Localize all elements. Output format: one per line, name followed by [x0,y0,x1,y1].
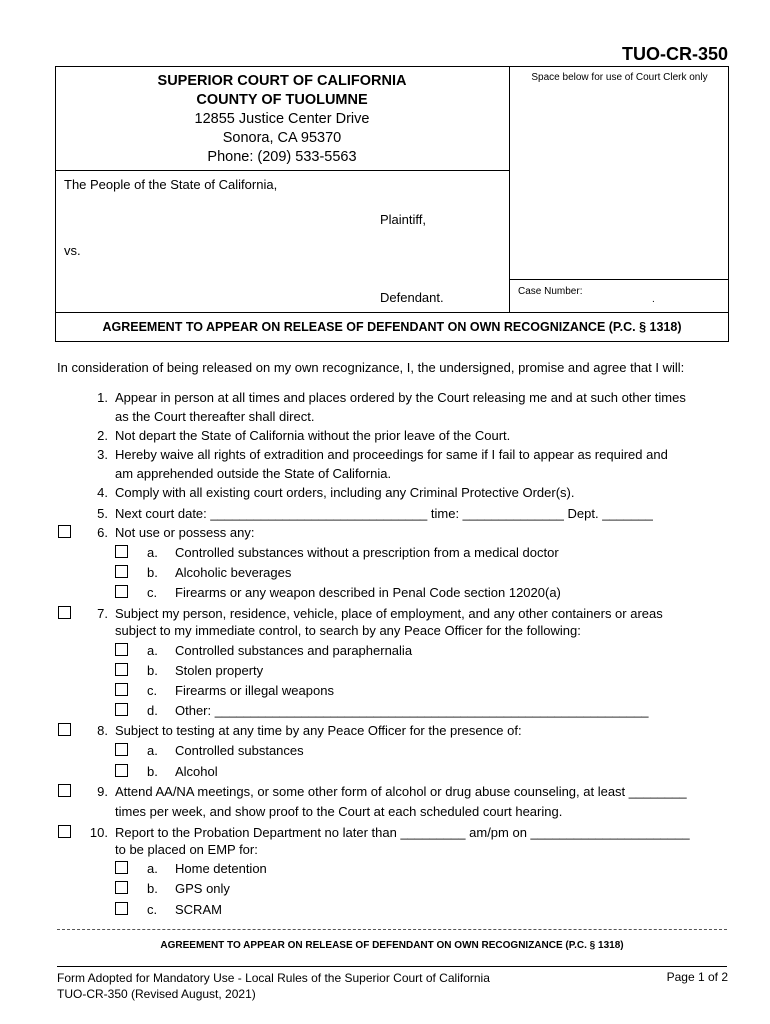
sub-text: Controlled substances and paraphernalia [175,643,413,658]
other-field[interactable]: Other: ____________________________________________________________ [175,703,649,718]
item-text: subject to my immediate control, to search by any Peace Officer for the following: [115,623,581,638]
footer-divider [57,966,727,967]
versus-label: vs. [64,243,81,258]
item-7b-checkbox[interactable] [115,663,128,676]
sub-letter: b. [147,663,158,678]
counseling-field[interactable]: Attend AA/NA meetings, or some other form of alcohol or drug abuse counseling, at least ________ [115,784,687,799]
sub-text: GPS only [175,881,230,896]
item-text: Not use or possess any: [115,525,255,540]
item-10-checkbox[interactable] [58,825,71,838]
item-6b-checkbox[interactable] [115,565,128,578]
sub-letter: b. [147,565,158,580]
sub-text: Alcoholic beverages [175,565,292,580]
item-number: 7. [97,606,108,621]
item-text: Subject my person, residence, vehicle, place of employment, and any other containers or areas [115,606,663,621]
item-number: 6. [97,525,108,540]
footer-info [57,970,490,1002]
item-text: Appear in person at all times and places ordered by the Court releasing me and at such other times [115,390,686,405]
item-number: 10. [89,825,108,840]
court-address-1: 12855 Justice Center Drive [194,111,370,127]
sub-text: Firearms or illegal weapons [175,683,334,698]
plaintiff-label: Plaintiff, [380,212,427,227]
item-6c-checkbox[interactable] [115,585,128,598]
item-number: 9. [97,784,108,799]
sub-letter: c. [147,902,158,917]
sub-text: Alcohol [175,764,218,779]
probation-report-field[interactable]: Report to the Probation Department no later than _________ am/pm on ______________________ [115,825,690,840]
item-number: 5. [97,506,108,521]
footer-adoption-note: Form Adopted for Mandatory Use - Local Rules of the Superior Court of California [57,971,490,985]
item-number: 8. [97,723,108,738]
item-10b-checkbox[interactable] [115,881,128,894]
sub-letter: a. [147,861,158,876]
sub-text: Controlled substances [175,743,304,758]
court-county: COUNTY OF TUOLUMNE [196,92,368,108]
item-number: 4. [97,485,108,500]
item-7-checkbox[interactable] [58,606,71,619]
court-address-2: Sonora, CA 95370 [222,130,342,146]
item-8-checkbox[interactable] [58,723,71,736]
item-6-checkbox[interactable] [58,525,71,538]
item-10c-checkbox[interactable] [115,902,128,915]
item-text: am apprehended outside the State of California. [115,466,392,481]
item-text: to be placed on EMP for: [115,842,258,857]
case-number-label: Case Number: [518,286,583,297]
item-text: times per week, and show proof to the Court at each scheduled court hearing. [115,804,563,819]
item-text: Hereby waive all rights of extradition and proceedings for same if I fail to appear as required and [115,447,668,462]
item-text: as the Court thereafter shall direct. [115,409,315,424]
item-8b-checkbox[interactable] [115,764,128,777]
item-6a-checkbox[interactable] [115,545,128,558]
item-text: Comply with all existing court orders, including any Criminal Protective Order(s). [115,485,575,500]
sub-letter: a. [147,743,158,758]
page-number: Page 1 of 2 [666,970,728,984]
item-8a-checkbox[interactable] [115,743,128,756]
item-number: 1. [97,390,108,405]
court-phone: Phone: (209) 533-5563 [207,149,357,165]
sub-text: Controlled substances without a prescription from a medical doctor [175,545,559,560]
caption-divider [509,66,510,313]
defendant-label: Defendant. [380,290,444,305]
item-7c-checkbox[interactable] [115,683,128,696]
sub-letter: a. [147,545,158,560]
sub-text: Stolen property [175,663,264,678]
sub-letter: a. [147,643,158,658]
item-text: Not depart the State of California without the prior leave of the Court. [115,428,511,443]
footer-revision: TUO-CR-350 (Revised August, 2021) [57,987,256,1001]
people-party: The People of the State of California, [64,177,278,192]
court-name: SUPERIOR COURT OF CALIFORNIA [157,73,407,89]
sub-text: Home detention [175,861,267,876]
item-9-checkbox[interactable] [58,784,71,797]
dashed-divider [57,929,727,930]
item-number: 3. [97,447,108,462]
sub-letter: c. [147,585,158,600]
item-number: 2. [97,428,108,443]
clerk-note: Space below for use of Court Clerk only [531,72,708,83]
form-id: TUO-CR-350 [621,44,728,64]
sub-letter: c. [147,683,158,698]
court-divider [55,170,509,171]
sub-letter: b. [147,881,158,896]
item-text: Subject to testing at any time by any Peace Officer for the presence of: [115,723,522,738]
sub-text: Firearms or any weapon described in Penal Code section 12020(a) [175,585,561,600]
case-number-divider [509,279,729,280]
item-7d-checkbox[interactable] [115,703,128,716]
form-title: AGREEMENT TO APPEAR ON RELEASE OF DEFENDANT ON OWN RECOGNIZANCE (P.C. § 1318) [55,312,729,342]
court-info [55,72,509,167]
item-10a-checkbox[interactable] [115,861,128,874]
footer-title: AGREEMENT TO APPEAR ON RELEASE OF DEFENDANT ON OWN RECOGNIZANCE (P.C. § 1318) [160,940,624,951]
sub-text: SCRAM [175,902,222,917]
case-number-field[interactable]: . [652,294,655,305]
intro-text: In consideration of being released on my own recognizance, I, the undersigned, promise and agree that I will: [57,360,685,375]
sub-letter: d. [147,703,158,718]
sub-letter: b. [147,764,158,779]
next-court-date-field[interactable]: Next court date: ______________________________ time: ______________ Dept. _______ [115,506,653,521]
item-7a-checkbox[interactable] [115,643,128,656]
